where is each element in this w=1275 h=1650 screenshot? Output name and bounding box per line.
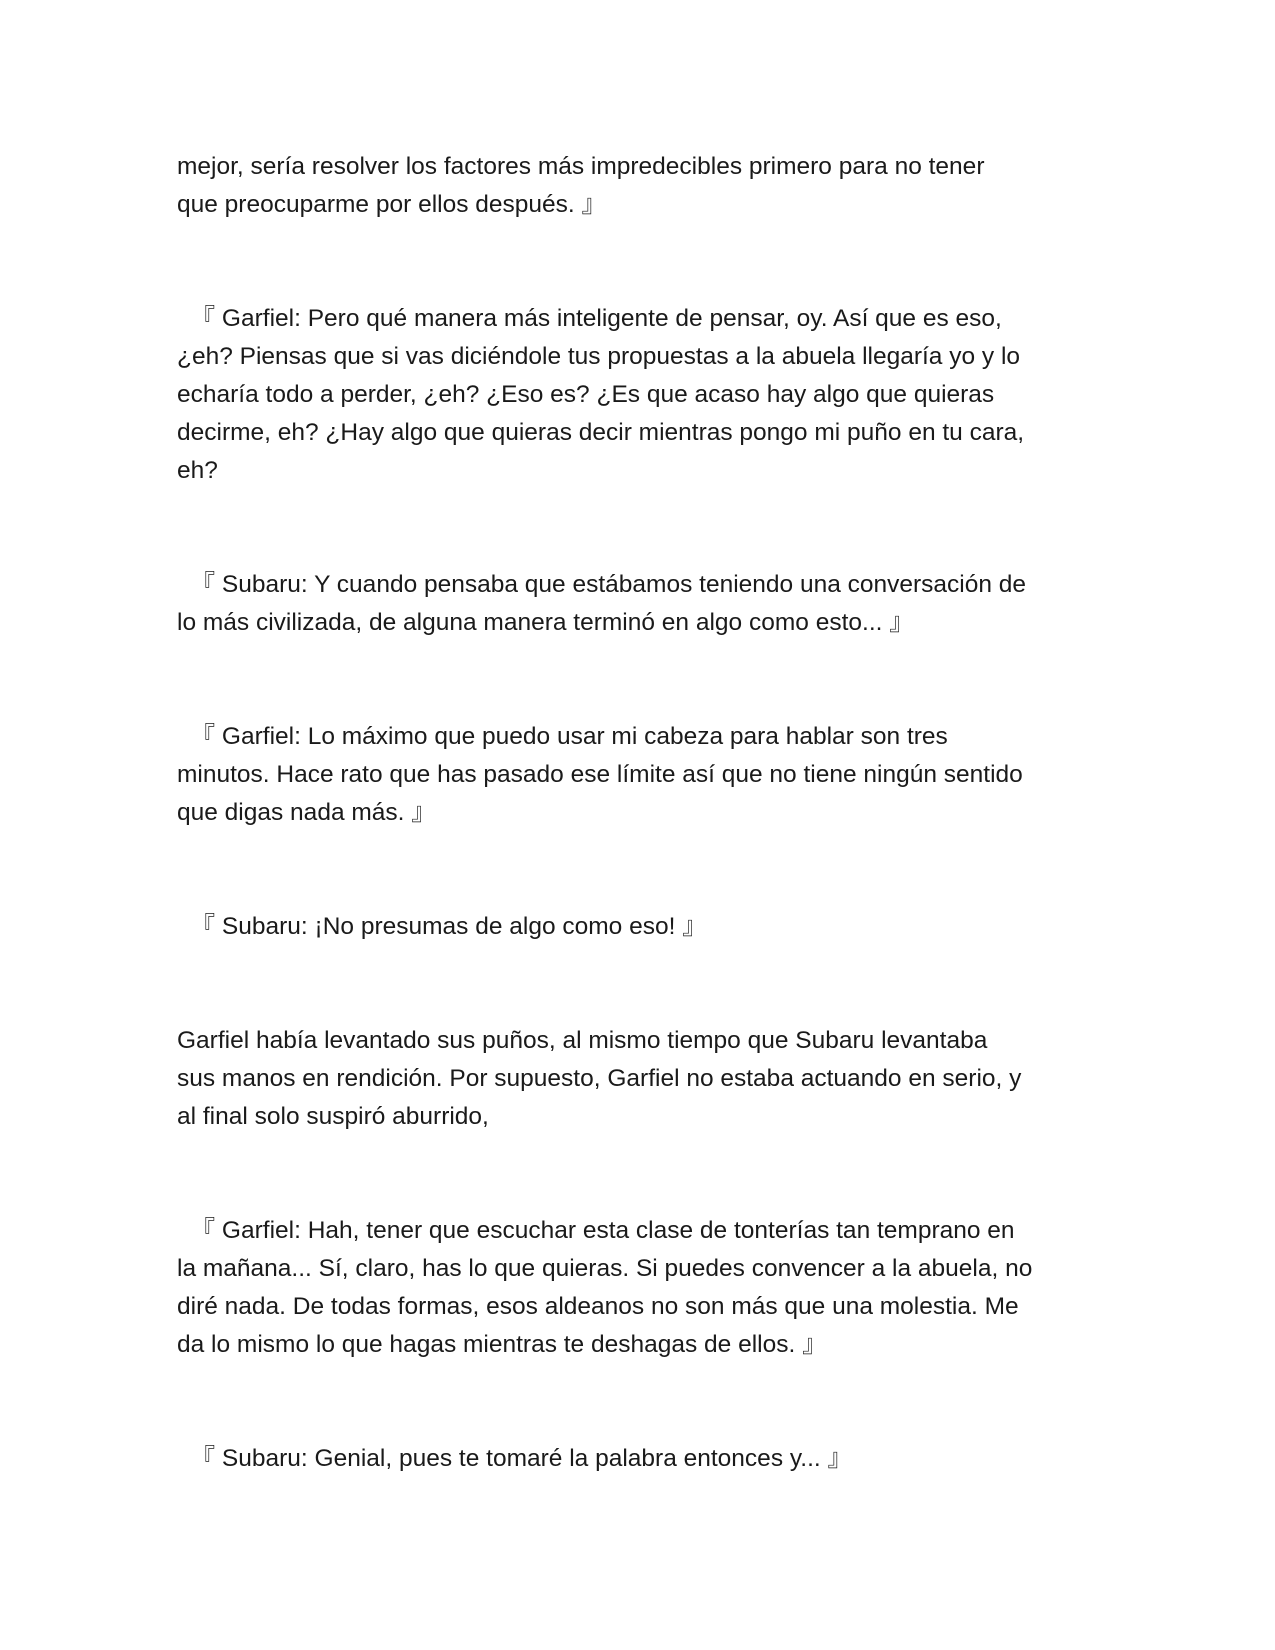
- paragraph-5: 『 Subaru: ¡No presumas de algo como eso! 』: [177, 913, 707, 940]
- paragraph-2: 『 Garfiel: Pero qué manera más inteligente de pensar, oy. Así que es eso, ¿eh? Piensas que si vas diciéndole tus propuestas a la abuela llegaría yo y lo echaría todo a perder, ¿eh? ¿Eso es? ¿Es que acaso hay algo que quieras decirme, eh? ¿Hay algo que quieras decir mientras pongo mi puño en tu cara, eh?: [177, 305, 1025, 484]
- paragraph-spacer: [177, 490, 1107, 566]
- paragraph-spacer: [177, 1136, 1107, 1212]
- paragraph-7: 『 Garfiel: Hah, tener que escuchar esta clase de tonterías tan temprano en la mañana... Sí, claro, has lo que quieras. Si puedes convencer a la abuela, no diré nada. De todas formas, esos aldeanos no son más que una molestia. Me da lo mismo lo que hagas mientras te deshagas de ellos. 』: [177, 1217, 1033, 1358]
- paragraph-4: 『 Garfiel: Lo máximo que puedo usar mi cabeza para hablar son tres minutos. Hace rato que has pasado ese límite así que no tiene ningún sentido que digas nada más. 』: [177, 723, 1023, 826]
- paragraph-6: Garfiel había levantado sus puños, al mismo tiempo que Subaru levantaba sus manos en rendición. Por supuesto, Garfiel no estaba actuando en serio, y al final solo suspiró aburrido,: [177, 1027, 1022, 1130]
- paragraph-3: 『 Subaru: Y cuando pensaba que estábamos teniendo una conversación de lo más civilizada, de alguna manera terminó en algo como esto... 』: [177, 571, 1027, 636]
- paragraph-spacer: [177, 1364, 1107, 1440]
- paragraph-spacer: [177, 832, 1107, 908]
- paragraph-8: 『 Subaru: Genial, pues te tomaré la palabra entonces y... 』: [177, 1445, 853, 1472]
- paragraph-spacer: [177, 642, 1107, 718]
- document-body: [177, 148, 1107, 1478]
- paragraph-spacer: [177, 946, 1107, 1022]
- paragraph-1: mejor, sería resolver los factores más impredecibles primero para no tener que preocuparme por ellos después. 』: [177, 153, 985, 218]
- paragraph-spacer: [177, 224, 1107, 300]
